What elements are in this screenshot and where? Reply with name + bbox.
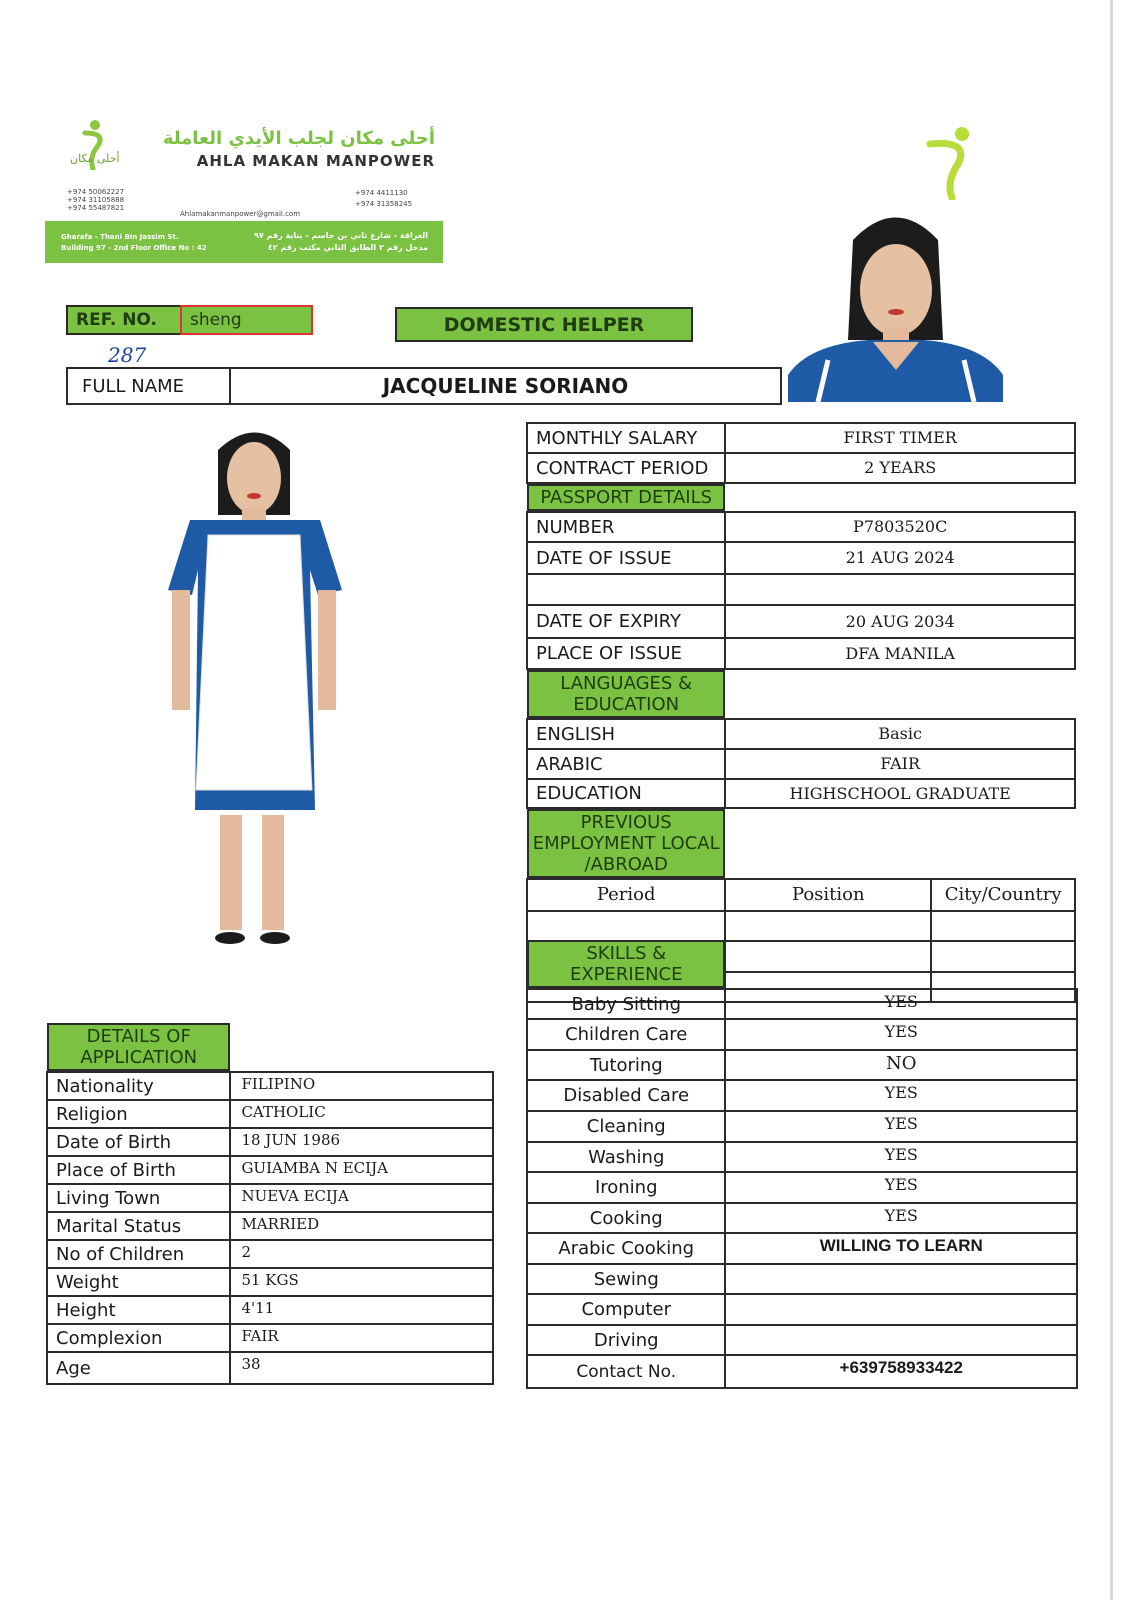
passport-number-label: NUMBER: [527, 512, 725, 542]
position-title: DOMESTIC HELPER: [395, 307, 693, 342]
skill-value: [725, 1264, 1077, 1294]
application-value: MARRIED: [230, 1212, 493, 1240]
employment-col-position: Position: [725, 879, 931, 911]
application-label: No of Children: [47, 1240, 230, 1268]
skill-row: [527, 1111, 1077, 1142]
skill-label: Cooking: [527, 1203, 725, 1233]
skill-label: Washing: [527, 1142, 725, 1172]
skill-row: [527, 1294, 1077, 1325]
application-row: [47, 1212, 493, 1240]
phone-5: +974 31358245: [355, 200, 413, 208]
passport-header: PASSPORT DETAILS: [527, 484, 725, 511]
place-of-issue-label: PLACE OF ISSUE: [527, 638, 725, 669]
application-row: [47, 1352, 493, 1384]
date-of-expiry-value: 20 AUG 2034: [725, 605, 1075, 638]
application-label: Living Town: [47, 1184, 230, 1212]
phone-3: +974 55487821: [67, 204, 125, 212]
application-value: 51 KGS: [230, 1268, 493, 1296]
address-ar-1: الغرافة - شارع ثاني بن جاسم - بناية رقم ٩٧: [254, 231, 428, 240]
headshot-photo: [788, 200, 1003, 402]
contract-period-value: 2 YEARS: [725, 453, 1075, 483]
skill-row: [527, 1233, 1077, 1264]
skill-label: Baby Sitting: [527, 989, 725, 1019]
skill-label: Children Care: [527, 1019, 725, 1050]
skill-label: Arabic Cooking: [527, 1233, 725, 1264]
ref-no-value: sheng: [180, 305, 313, 335]
skill-label: Cleaning: [527, 1111, 725, 1142]
application-value: FILIPINO: [230, 1072, 493, 1100]
skill-value: [725, 1294, 1077, 1325]
employment-header: PREVIOUS EMPLOYMENT LOCAL /ABROAD: [527, 809, 725, 878]
address-bar: [45, 221, 443, 263]
application-value: CATHOLIC: [230, 1100, 493, 1128]
application-value: 18 JUN 1986: [230, 1128, 493, 1156]
application-label: Place of Birth: [47, 1156, 230, 1184]
skills-table: [526, 940, 1078, 1389]
english-label: ENGLISH: [527, 719, 725, 749]
application-row: [47, 1324, 493, 1352]
logo-text: أحلى مكان: [70, 152, 120, 165]
skill-label: Tutoring: [527, 1050, 725, 1080]
application-value: 38: [230, 1352, 493, 1384]
skill-row: [527, 989, 1077, 1019]
application-label: Nationality: [47, 1072, 230, 1100]
english-value: Basic: [725, 719, 1075, 749]
contract-period-label: CONTRACT PERIOD: [527, 453, 725, 483]
date-of-issue-value: 21 AUG 2024: [725, 542, 1075, 574]
skill-label: Disabled Care: [527, 1080, 725, 1111]
skill-row: [527, 1019, 1077, 1050]
skills-header: SKILLS & EXPERIENCE: [527, 940, 725, 988]
phone-1: +974 50062227: [67, 188, 125, 196]
skill-value: YES: [725, 989, 1077, 1019]
skill-value: YES: [725, 1080, 1077, 1111]
application-row: [47, 1184, 493, 1212]
application-label: Weight: [47, 1268, 230, 1296]
education-label: EDUCATION: [527, 779, 725, 808]
row-monthly-salary: [527, 423, 1075, 453]
skill-row: [527, 1203, 1077, 1233]
application-label: Age: [47, 1352, 230, 1384]
row-contract-period: [527, 453, 1075, 483]
arabic-value: FAIR: [725, 749, 1075, 779]
date-of-issue-label: DATE OF ISSUE: [527, 542, 725, 574]
company-logo-large: [920, 122, 980, 200]
skill-value: NO: [725, 1050, 1077, 1080]
contact-row: [527, 1355, 1077, 1388]
contact-label: Contact No.: [527, 1355, 725, 1388]
address-en-1: Gharafa - Thani Bin Jassim St.: [61, 233, 179, 241]
application-row: [47, 1156, 493, 1184]
application-row: [47, 1100, 493, 1128]
skill-value: YES: [725, 1142, 1077, 1172]
ref-no-label: REF. NO.: [76, 310, 157, 330]
application-value: 4'11: [230, 1296, 493, 1324]
full-body-photo: [150, 420, 360, 960]
employment-col-period: Period: [527, 879, 725, 911]
handwritten-number: 287: [108, 343, 147, 367]
skill-label: Driving: [527, 1325, 725, 1355]
arabic-label: ARABIC: [527, 749, 725, 779]
monthly-salary-label: MONTHLY SALARY: [527, 423, 725, 453]
ref-no-box: [66, 305, 313, 335]
application-label: Religion: [47, 1100, 230, 1128]
address-en-2: Building 97 - 2nd Floor Office No : 42: [61, 244, 207, 252]
skill-row: [527, 1080, 1077, 1111]
application-table: [46, 1023, 494, 1385]
education-value: HIGHSCHOOL GRADUATE: [725, 779, 1075, 808]
phone-list-right: [355, 188, 412, 210]
contact-value: +639758933422: [725, 1355, 1077, 1388]
scan-edge: [1110, 0, 1113, 1600]
skill-row: [527, 1142, 1077, 1172]
skill-label: Ironing: [527, 1172, 725, 1203]
application-label: Marital Status: [47, 1212, 230, 1240]
company-name-arabic: أحلى مكان لجلب الأيدي العاملة: [162, 128, 435, 149]
skill-value: [725, 1325, 1077, 1355]
skill-value: YES: [725, 1172, 1077, 1203]
monthly-salary-value: FIRST TIMER: [725, 423, 1075, 453]
skill-value: WILLING TO LEARN: [725, 1233, 1077, 1264]
application-value: GUIAMBA N ECIJA: [230, 1156, 493, 1184]
employment-col-city: City/Country: [931, 879, 1075, 911]
application-value: 2: [230, 1240, 493, 1268]
employment-row: [527, 911, 1075, 941]
date-of-expiry-label: DATE OF EXPIRY: [527, 605, 725, 638]
phone-list-left: [67, 188, 124, 212]
skill-value: YES: [725, 1019, 1077, 1050]
application-row: [47, 1240, 493, 1268]
application-value: NUEVA ECIJA: [230, 1184, 493, 1212]
phone-4: +974 4411130: [355, 189, 408, 197]
skill-row: [527, 1325, 1077, 1355]
skill-value: YES: [725, 1203, 1077, 1233]
application-label: Complexion: [47, 1324, 230, 1352]
full-name-value: JACQUELINE SORIANO: [382, 374, 629, 398]
skill-row: [527, 1172, 1077, 1203]
languages-header: LANGUAGES & EDUCATION: [527, 670, 725, 718]
email: Ahlamakanmanpower@gmail.com: [180, 210, 301, 218]
passport-number-value: P7803520C: [725, 512, 1075, 542]
letterhead: [45, 110, 453, 270]
blank-row: [527, 574, 1075, 605]
application-label: Height: [47, 1296, 230, 1324]
full-name-label: FULL NAME: [68, 369, 231, 403]
application-row: [47, 1268, 493, 1296]
phone-2: +974 31105888: [67, 196, 125, 204]
address-ar-2: مدخل رقم ٢ الطابق الثاني مكتب رقم ٤٢: [267, 243, 428, 252]
skill-label: Sewing: [527, 1264, 725, 1294]
application-row: [47, 1072, 493, 1100]
full-name-row: [66, 367, 782, 405]
application-label: Date of Birth: [47, 1128, 230, 1156]
application-row: [47, 1296, 493, 1324]
company-name: AHLA MAKAN MANPOWER: [196, 152, 435, 170]
skill-value: YES: [725, 1111, 1077, 1142]
skill-label: Computer: [527, 1294, 725, 1325]
application-header: DETAILS OF APPLICATION: [47, 1023, 230, 1071]
skill-row: [527, 1264, 1077, 1294]
details-table: [526, 422, 1076, 1003]
application-row: [47, 1128, 493, 1156]
skill-row: [527, 1050, 1077, 1080]
application-value: FAIR: [230, 1324, 493, 1352]
place-of-issue-value: DFA MANILA: [725, 638, 1075, 669]
